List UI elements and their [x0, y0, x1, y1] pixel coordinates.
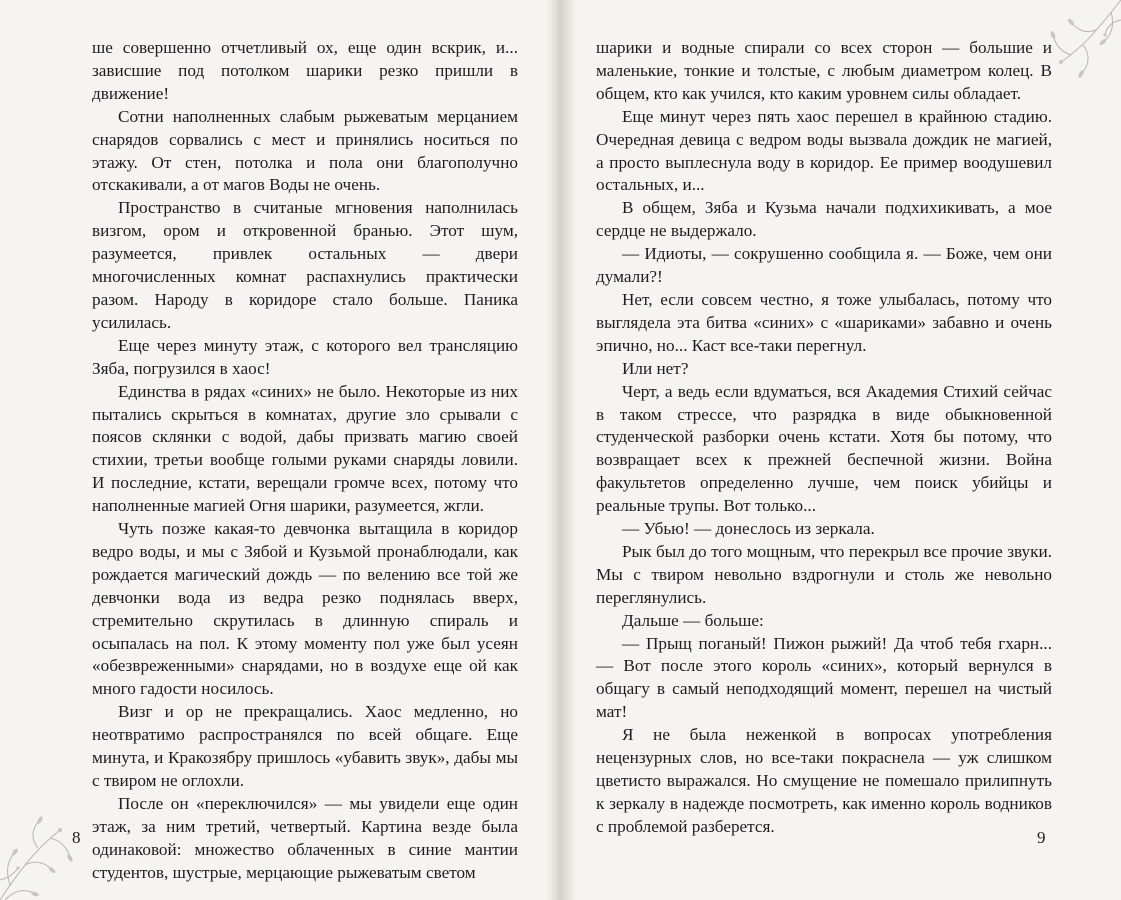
paragraph: — Убью! — донеслось из зеркала. — [622, 519, 875, 539]
paragraph: Или нет? — [622, 358, 689, 378]
paragraph: Визг и ор не прекращались. Хаос медленно, но неотвратимо распространялся по всей общаге. Еще минута, и Кракозябру пришлось «убавить звук», дабы мы с твиром не оглохли. — [92, 702, 518, 790]
page-number-left: 8 — [72, 828, 81, 847]
paragraph: Чуть позже какая-то девчонка вытащила в коридор ведро воды, и мы с Зябой и Кузьмой пронаблюдали, как рождается магический дождь — по велению все той же девчонки вода из ведра резко поднялась вверх, стремительно скрутилась в длинную спираль и осыпалась на пол. К этому моменту пол уже был усеян «обезвреженными» снарядами, но в воздухе еще ой как много гадости носилось. — [92, 519, 518, 699]
page-number-right: 9 — [1037, 828, 1046, 847]
paragraph: В общем, Зяба и Кузьма начали подхихикивать, а мое сердце не выдержало. — [596, 198, 1052, 241]
left-page — [0, 0, 556, 900]
paragraph: — Идиоты, — сокрушенно сообщила я. — Боже, чем они думали?! — [596, 244, 1052, 287]
paragraph: Сотни наполненных слабым рыжеватым мерцанием снарядов сорвались с мест и принялись носиться по этажу. От стен, потолка и пола они благополучно отскакивали, а от магов Воды не очень. — [92, 106, 518, 195]
right-page — [566, 0, 1121, 900]
paragraph: шарики и водные спирали со всех сторон — большие и маленькие, тонкие и толстые, с любым диаметром колец. В общем, кто как учился, кто каким уровнем силы обладает. — [596, 38, 1052, 103]
left-page-text — [92, 37, 518, 885]
paragraph: Пространство в считаные мгновения наполнилась визгом, ором и откровенной бранью. Этот шум, разумеется, привлек остальных — двери многочисленных комнат распахнулись практически разом. Народу в коридоре стало больше. Паника усилилась. — [92, 198, 518, 332]
paragraph: ше совершенно отчетливый ох, еще один вскрик, и... зависшие под потолком шарики резко пришли в движение! — [92, 38, 518, 103]
paragraph: Еще через минуту этаж, с которого вел трансляцию Зяба, погрузился в хаос! — [92, 335, 518, 378]
paragraph: Единства в рядах «синих» не было. Некоторые из них пытались скрыться в комнатах, другие зло срывали с поясов склянки с водой, дабы призвать магию своей стихии, третьи вообще голыми руками снаряды ловили. И последние, кстати, верещали громче всех, потому что наполненные магией Огня шарики, разумеется, жгли. — [92, 381, 518, 516]
paragraph: — Прыщ поганый! Пижон рыжий! Да чтоб тебя гхарн... — Вот после этого король «синих», который вернулся в общагу в самый неподходящий момент, перешел на чистый мат! — [596, 633, 1052, 722]
right-page-text — [596, 37, 1052, 839]
book-gutter — [546, 0, 576, 900]
paragraph: Нет, если совсем честно, я тоже улыбалась, потому что выглядела эта битва «синих» с «шариками» забавно и очень эпично, но... Каст все-таки перегнул. — [596, 289, 1052, 355]
paragraph: Дальше — больше: — [622, 610, 764, 630]
paragraph: Еще минут через пять хаос перешел в крайнюю стадию. Очередная девица с ведром воды вызвала дождик не магией, а просто выплеснула воду в коридор. Ее пример воодушевил остальных, и... — [596, 106, 1052, 195]
paragraph: Черт, а ведь если вдуматься, вся Академия Стихий сейчас в таком стрессе, что разрядка в виде обыкновенной студенческой разборки очень кстати. Хотя бы потому, что возвращает всех к прежней беспечной жизни. Война факультетов определенно лучше, чем поиск убийцы и реальные трупы. Вот только... — [596, 381, 1052, 516]
paragraph: Рык был до того мощным, что перекрыл все прочие звуки. Мы с твиром невольно вздрогнули и столь же невольно переглянулись. — [596, 541, 1052, 607]
paragraph: Я не была неженкой в вопросах употребления нецензурных слов, но все-таки покраснела — уж слишком цветисто выражался. Но смущение не помешало прилипнуть к зеркалу в надежде посмотреть, как именно король водников с проблемой разберется. — [596, 725, 1052, 836]
paragraph: После он «переключился» — мы увидели еще один этаж, за ним третий, четвертый. Картина везде была одинаковой: множество облаченных в синие мантии студентов, шустрые, мерцающие рыжеватым светом — [92, 793, 518, 882]
